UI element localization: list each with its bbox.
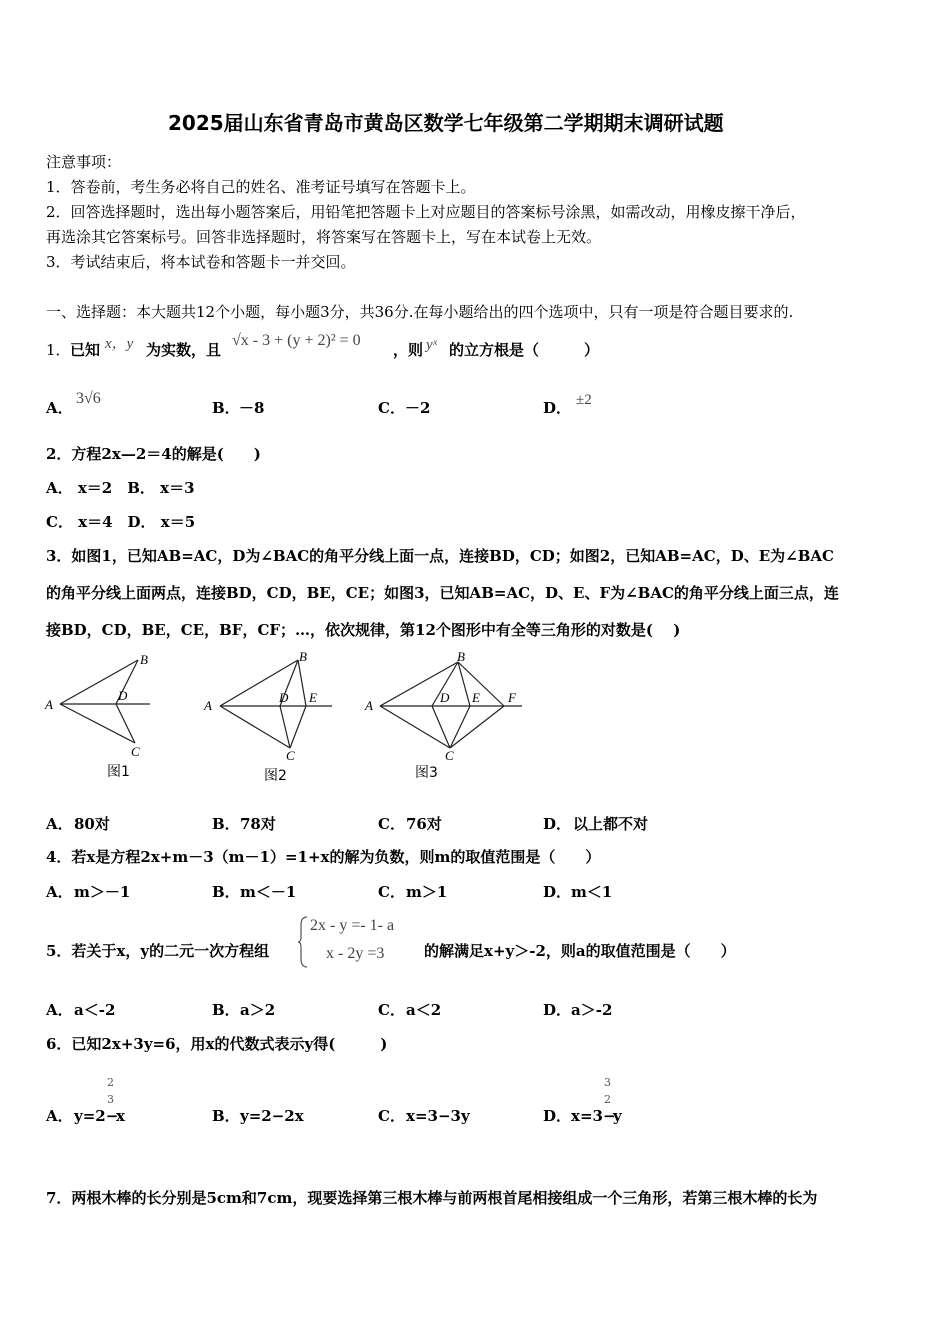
point-f-label: F (508, 690, 516, 705)
question-3: 3．如图1，已知AB=AC，D为∠BAC的角平分线上面一点，连接BD，CD；如图2，已知AB=AC，D、E为∠BAC (46, 547, 834, 565)
options-row: A． x＝2 B． x＝3 (46, 479, 195, 497)
option-text: a＞2 (240, 1001, 276, 1019)
figure-3 (360, 648, 530, 788)
math-vars: x，y (105, 336, 134, 352)
fraction-numerator: 2 (107, 1076, 114, 1089)
question-3-cont: 的角平分线上面两点，连接BD，CD，BE，CE；如图3，已知AB=AC，D、E、F为∠BAC的角平分线上面三点，连 (46, 584, 839, 602)
page-title: 2025届山东省青岛市黄岛区数学七年级第二学期期末调研试题 (168, 111, 724, 135)
question-text: 5．若关于x，y的二元一次方程组 (46, 942, 270, 960)
point-b-label: B (140, 652, 148, 667)
option-label: C． (378, 815, 405, 833)
option-label: A． (46, 815, 73, 833)
point-c-label: C (131, 744, 140, 759)
option-label: B． (212, 1001, 240, 1019)
option-text: －8 (239, 399, 265, 417)
notice-heading: 注意事项： (46, 153, 122, 171)
option-label: D． (543, 1107, 572, 1125)
option-text: m＞－1 (74, 883, 131, 901)
option-text: ±2 (576, 392, 592, 408)
question-6: 6．已知2x+3y=6，用x的代数式表示y得( ) (46, 1035, 388, 1053)
math-formula: √x - 3 + (y + 2)² = 0 (232, 332, 361, 349)
question-4: 4．若x是方程2x+m－3（m－1）=1+x的解为负数，则m的取值范围是（ ） (46, 848, 601, 866)
notice-item: 3．考试结束后，将本试卷和答题卡一并交回。 (46, 253, 356, 271)
option-label: C． (378, 1001, 405, 1019)
option-label: A． (46, 1107, 73, 1125)
section-heading: 一、选择题：本大题共12个小题，每小题3分，共36分.在每小题给出的四个选项中，只有一项是符合题目要求的. (46, 303, 794, 321)
question-text: 的立方根是（ ） (449, 341, 600, 359)
options-row: C． x＝4 D． x＝5 (46, 513, 196, 531)
option-text: m＜－1 (240, 883, 297, 901)
option-text: x=3−3y (406, 1107, 470, 1125)
option-label: C． (378, 1107, 405, 1125)
option-text: －2 (405, 399, 431, 417)
option-label: D． (543, 399, 572, 417)
option-label: B． (212, 815, 240, 833)
brace-icon (297, 915, 309, 969)
question-2: 2．方程2x—2＝4的解是( ) (46, 445, 261, 463)
option-label: D． (543, 883, 572, 901)
equation-1: 2x - y =- 1- a (310, 917, 395, 934)
question-text: ，则 (393, 341, 424, 359)
option-text: 80对 (74, 815, 110, 833)
point-b-label: B (457, 649, 465, 664)
point-d-label: D (118, 688, 128, 703)
option-text: 76对 (406, 815, 442, 833)
option-text: a＜2 (406, 1001, 442, 1019)
option-label: A． (46, 883, 73, 901)
point-a-label: A (204, 698, 212, 713)
option-label: C． (378, 399, 405, 417)
point-d-label: D (279, 690, 289, 705)
fraction-denominator: 2 (604, 1093, 611, 1106)
option-label: D． (543, 815, 572, 833)
point-b-label: B (299, 649, 307, 664)
option-text: 3√6 (76, 390, 101, 407)
point-a-label: A (365, 698, 373, 713)
option-label: B． (212, 1107, 240, 1125)
point-e-label: E (472, 690, 480, 705)
option-text: y=2−2x (240, 1107, 304, 1125)
notice-item: 1．答卷前，考生务必将自己的姓名、准考证号填写在答题卡上。 (46, 178, 476, 196)
notice-item: 再选涂其它答案标号。回答非选择题时，将答案写在答题卡上，写在本试卷上无效。 (46, 228, 602, 246)
point-e-label: E (309, 690, 317, 705)
question-7: 7．两根木棒的长分别是5cm和7cm，现要选择第三根木棒与前两根首尾相接组成一个三角形，若第三根木棒的长为 (46, 1189, 818, 1207)
fraction-denominator: 3 (107, 1093, 114, 1106)
option-label: B． (212, 883, 240, 901)
option-label: A． (46, 1001, 73, 1019)
option-label: D． (543, 1001, 572, 1019)
option-text: 以上都不对 (573, 815, 649, 833)
point-c-label: C (445, 748, 454, 763)
question-text: 的解满足x+y＞-2，则a的取值范围是（ ） (424, 942, 736, 960)
option-text-tail: y (613, 1107, 622, 1125)
option-text-tail: x (116, 1107, 125, 1125)
figure-3-caption: 图3 (415, 765, 438, 781)
figure-2-caption: 图2 (264, 768, 287, 784)
option-text: m＜1 (571, 883, 613, 901)
option-text: m＞1 (406, 883, 448, 901)
question-text: 为实数，且 (146, 341, 222, 359)
question-3-cont: 接BD，CD，BE，CE，BF，CF；…，依次规律，第12个图形中有全等三角形的对数是( ) (46, 621, 681, 639)
point-c-label: C (286, 748, 295, 763)
option-text: 78对 (240, 815, 276, 833)
figure-1 (40, 648, 170, 788)
point-d-label: D (440, 690, 450, 705)
option-text: a＜-2 (74, 1001, 116, 1019)
fraction-numerator: 3 (604, 1076, 611, 1089)
equation-2: x - 2y =3 (326, 945, 385, 962)
option-label: A． (46, 399, 73, 417)
option-text: a＞-2 (571, 1001, 613, 1019)
option-label: B． (212, 399, 240, 417)
point-a-label: A (45, 697, 53, 712)
question-text: 已知 (70, 341, 101, 359)
math-power: yˣ (426, 337, 437, 353)
figure-1-caption: 图1 (107, 764, 130, 780)
option-text: x=3− (571, 1107, 616, 1125)
question-number: 1． (46, 341, 71, 359)
option-label: C． (378, 883, 405, 901)
notice-item: 2．回答选择题时，选出每小题答案后，用铅笔把答题卡上对应题目的答案标号涂黑，如需改动，用橡皮擦干净后， (46, 203, 806, 221)
option-text: y=2− (74, 1107, 119, 1125)
